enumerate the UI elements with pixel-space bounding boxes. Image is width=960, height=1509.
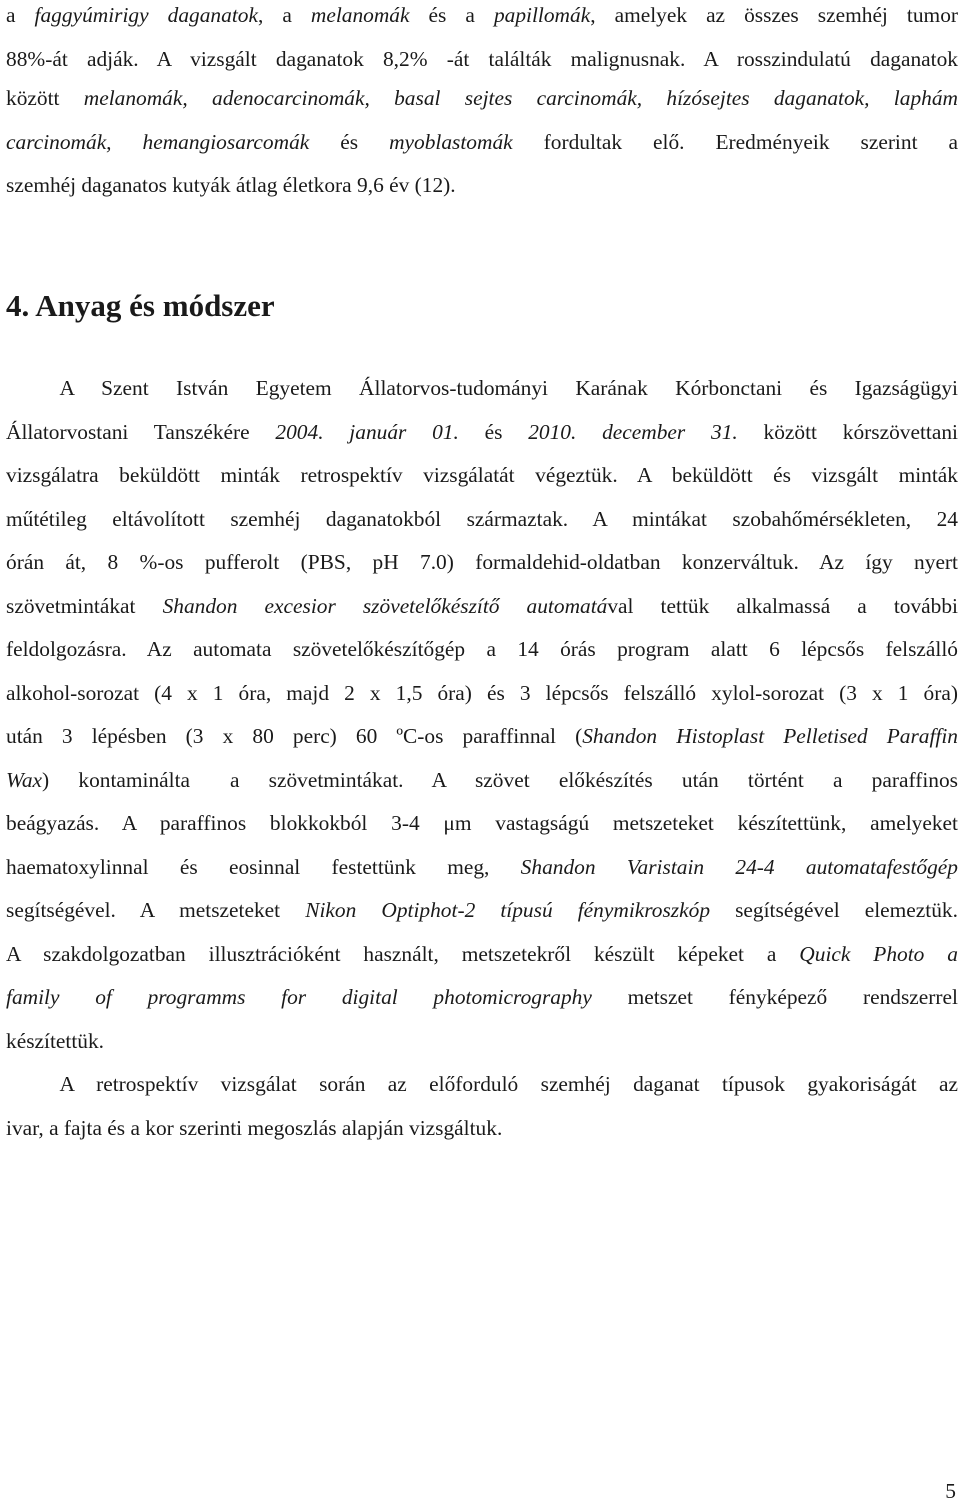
paragraph-line: után 3 lépésben (3 x 80 perc) 60 ºC-os paraffinnal (Shandon Histoplast Pelletised Paraffin: [6, 724, 958, 748]
paragraph-line: szövetmintákat Shandon excesior szövetelőkészítő automatával tettük alkalmassá a további: [6, 594, 958, 618]
paragraph-line: vizsgálatra beküldött minták retrospektív vizsgálatát végeztük. A beküldött és vizsgált minták: [6, 463, 958, 487]
paragraph-line: 88%-át adják. A vizsgált daganatok 8,2% -át találták malignusnak. A rosszindulatú daganatok: [6, 47, 958, 71]
paragraph-line: ivar, a fajta és a kor szerinti megoszlás alapján vizsgáltuk.: [6, 1116, 503, 1140]
paragraph-line: feldolgozásra. Az automata szövetelőkészítőgép a 14 órás program alatt 6 lépcsős felszálló: [6, 637, 958, 661]
paragraph-line: készítettük.: [6, 1029, 105, 1053]
paragraph-line: carcinomák, hemangiosarcomák és myoblastomák fordultak elő. Eredményeik szerint a: [6, 130, 958, 154]
paragraph-line: family of programms for digital photomicrography metszet fényképező rendszerrel: [6, 985, 958, 1009]
paragraph-line: A Szent István Egyetem Állatorvos-tudományi Karának Kórbonctani és Igazságügyi: [6, 376, 958, 400]
paragraph-line: Wax) kontaminálta a szövetmintákat. A szövet előkészítés után történt a paraffinos: [6, 768, 958, 792]
paragraph-line: A szakdolgozatban illusztrációként használt, metszetekről készült képeket a Quick Photo a: [6, 942, 958, 966]
paragraph-line: között melanomák, adenocarcinomák, basal sejtes carcinomák, hízósejtes daganatok, laphám: [6, 86, 958, 110]
paragraph-line: Állatorvostani Tanszékére 2004. január 01. és 2010. december 31. között kórszövettani: [6, 420, 958, 444]
section-heading: 4. Anyag és módszer: [6, 288, 275, 323]
paragraph-line: szemhéj daganatos kutyák átlag életkora 9,6 év (12).: [6, 173, 456, 197]
paragraph-line: segítségével. A metszeteket Nikon Optiphot-2 típusú fénymikroszkóp segítségével elemeztük.: [6, 898, 958, 922]
paragraph-line: haematoxylinnal és eosinnal festettünk meg, Shandon Varistain 24-4 automatafestőgép: [6, 855, 958, 879]
paragraph-line: órán át, 8 %-os pufferolt (PBS, pH 7.0) formaldehid-oldatban konzerváltuk. Az így nyert: [6, 550, 958, 574]
paragraph-line: alkohol-sorozat (4 x 1 óra, majd 2 x 1,5 óra) és 3 lépcsős felszálló xylol-sorozat (3 x 1 óra): [6, 681, 958, 705]
paragraph-line: műtétileg eltávolított szemhéj daganatokból származtak. A mintákat szobahőmérsékleten, 24: [6, 507, 958, 531]
page-number: 5: [945, 1479, 956, 1503]
paragraph-line: a faggyúmirigy daganatok, a melanomák és a papillomák, amelyek az összes szemhéj tumor: [6, 3, 959, 27]
paragraph-line: A retrospektív vizsgálat során az előforduló szemhéj daganat típusok gyakoriságát az: [6, 1072, 958, 1096]
paragraph-line: beágyazás. A paraffinos blokkokból 3-4 μm vastagságú metszeteket készítettünk, amelyeket: [6, 811, 958, 835]
